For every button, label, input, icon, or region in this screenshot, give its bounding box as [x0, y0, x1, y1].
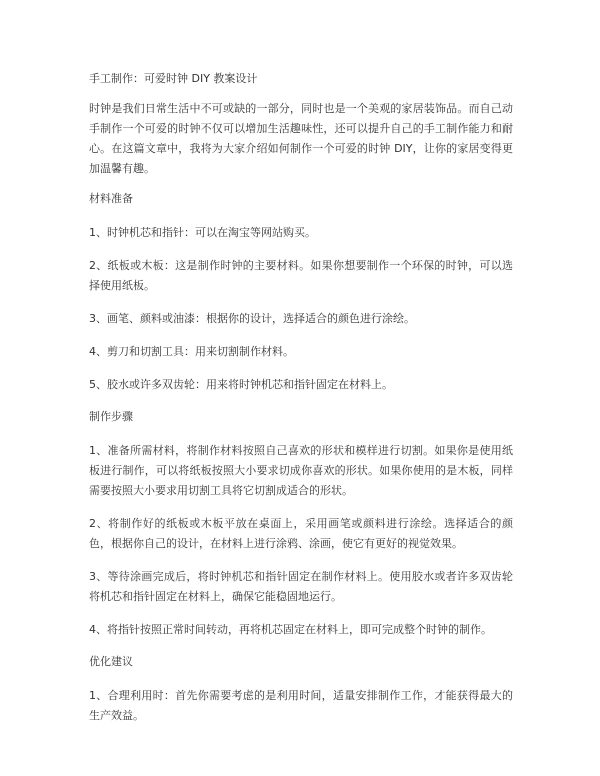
- list-item: 3、等待涂画完成后，将时钟机芯和指针固定在制作材料上。使用胶水或者许多双齿轮将机芯和指针固定在材料上，确保它能稳固地运行。: [89, 570, 513, 603]
- list-item: 1、时钟机芯和指针：可以在淘宝等网站购买。: [89, 226, 316, 239]
- list-item: 2、将制作好的纸板或木板平放在桌面上，采用画笔或颜料进行涂绘。选择适合的颜色，根据你自己的设计，在材料上进行涂鸦、涂画，使它有更好的视觉效果。: [89, 517, 513, 550]
- section-heading: 优化建议: [89, 655, 133, 668]
- list-item: 4、剪刀和切割工具：用来切割制作材料。: [89, 345, 294, 358]
- section-steps: [89, 408, 513, 640]
- list-item: 1、合理利用时：首先你需要考虑的是利用时间，适量安排制作工作，才能获得最大的生产效益。: [89, 689, 513, 722]
- list-item: 3、画笔、颜料或油漆：根据你的设计，选择适合的颜色进行涂绘。: [89, 312, 415, 325]
- section-heading: 制作步骤: [89, 410, 133, 423]
- document-title: 手工制作：可爱时钟 DIY 教案设计: [89, 72, 258, 85]
- list-item: 5、胶水或许多双齿轮：用来将时钟机芯和指针固定在材料上。: [89, 378, 393, 391]
- document-page: [89, 70, 513, 739]
- list-item: 1、准备所需材料，将制作材料按照自己喜欢的形状和模样进行切割。如果你是使用纸板进行制作，可以将纸板按照大小要求切成你喜欢的形状。如果你使用的是木板，同样需要按照大小要求用切割工具将它切割成适合的形状。: [89, 444, 513, 497]
- section-materials: [89, 190, 513, 395]
- section-optimization: [89, 653, 513, 726]
- section-heading: 材料准备: [89, 192, 133, 205]
- intro-paragraph: 时钟是我们日常生活中不可或缺的一部分，同时也是一个美观的家居装饰品。而自己动手制作一个可爱的时钟不仅可以增加生活趣味性，还可以提升自己的手工制作能力和耐心。在这篇文章中，我将为大家介绍如何制作一个可爱的时钟 DIY，让你的家居变得更加温馨有趣。: [89, 102, 513, 175]
- list-item: 2、纸板或木板：这是制作时钟的主要材料。如果你想要制作一个环保的时钟，可以选择使用纸板。: [89, 259, 513, 292]
- list-item: 4、将指针按照正常时间转动，再将机芯固定在材料上，即可完成整个时钟的制作。: [89, 623, 492, 636]
